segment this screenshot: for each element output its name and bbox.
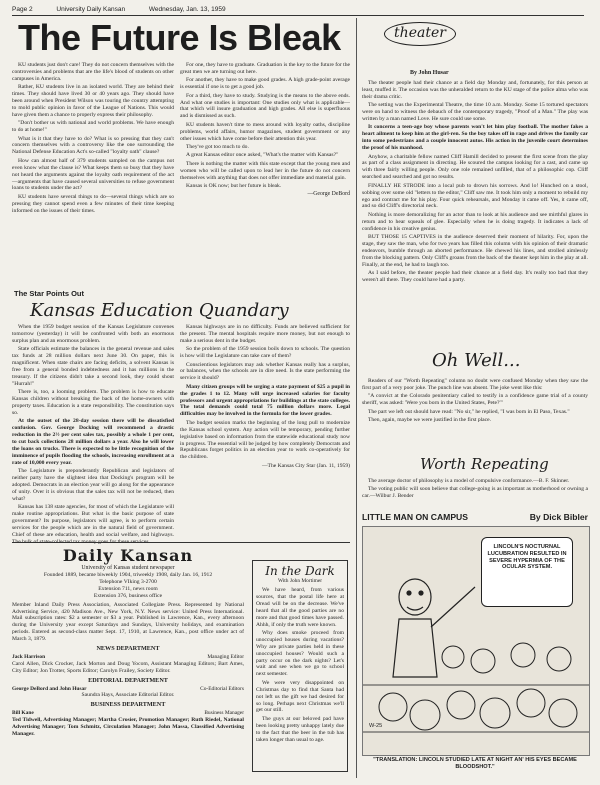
staff-role: Managing Editor [207,654,244,661]
future-p: "Don't bother us with national and world problems. We have enough to do at home!" [12,120,174,134]
quandary-p: Kansas has 138 state agencies, for most of which the Legislature will make routine appropriations. But what is the basic purpose of state government? Its purpose, legislators will agree, is to perform certain services for the people which are in the natural field of government. Chief of these are education, health and social welfare, and highways. [12,504,174,538]
quandary-p: Many citizen groups will be urging a state payment of $25 a pupil in the grades 1 to 12. Many will urge increased salaries for faculty professors and urgent appropriations for buildings at the state colleges. The total demands could total 75 million dollars more. Legal difficulties may be involved in the formula for the lower grades. [180,383,350,418]
quandary-source: —The Kansas City Star (Jan. 11, 1959) [261,462,350,469]
star-points-heading: The Star Points Out [14,289,85,298]
quandary-p: The Legislature is preponderantly Republican and legislators of neither party have the slightest idea that Docking's program will be adopted. Democrats in an election year will go along for the appearance of unity. Over it is obvious that the sales tax will not be reduced, then what? [12,468,174,502]
editorial-dept-heading: EDITORIAL DEPARTMENT [88,676,168,684]
theater-p: FINALLY HE STRODE into a local pub to drown his sorrows. And lo! Hunched on a stool, sobbing over some old "letters to the editor," Cliff saw me. It took him only a moment to rebuild my ego and contract me for his play. Four quick rehearsals, and Monday it came off. Yes, it came off, and so did Cliff's directorial neck. [362,182,588,210]
staff-box [12,546,244,778]
phone-line: Telephone VIking 3-2700 [99,578,157,585]
cartoon-panel [362,526,590,756]
future-col-2 [180,62,350,267]
staff-role: Co-Editorial Editors [200,685,244,692]
quandary-col-1 [12,324,174,539]
column-rule [356,18,357,778]
ohwell-p: Readers of our "Worth Repeating" column no doubt were confused Monday when they saw the first part of a very poor joke. The punch line was absent. The joke went like this: [362,378,588,391]
page-number: Page 2 [12,6,33,13]
cartoon-drawing [363,527,589,755]
worth-column [362,478,588,508]
ohwell-column [362,378,588,452]
cartoon-caption: "TRANSLATION: LINCOLN STUDIED LATE AT NIGHT AN' HIS EYES BECAME BLOODSHOT." [373,757,577,770]
phone-line: Extension 711, news room [98,585,158,592]
theater-p: BUT THOSE 15 CAPTIVES in the audience deserved their moment of hilarity. For, upon the stage, they saw the man, who for two years has filled this column with his opinion of their dramatic endeavors, bumble through an aborted performance. He chewed his lines, and strolled aimlessly from the blocking pattern. Only Cliff's groans from the back of the theater kept him in the play at all. Finally, at the end, he had to laugh too. [362,234,588,268]
dark-p: Why does smoke proceed from unoccupied houses during vacations? Why are private parties held in these unoccupied houses? Would such a party occur on the dark nights? Let's wait and see when we go to school next semester. [256,629,344,678]
future-byline: —George DeBord [307,191,350,198]
staff-line: Carol Allen, Dick Crocker, Jack Morton and Doug Yocom, Assistant Managing Editors; Bart Ames, City Editor; Jon Trotter, Sports Editor; Carolyn Frailey, Society Editor. [12,660,244,674]
cartoon-header [362,512,588,522]
quandary-p: State officials estimate the balances in the general revenue and sales tax funds at 28 million dollars next June 30. On paper, this is magnificent. When state chairs are facing deficits, a solvent Kansas is free from a general bonded indebtedness and it has millions in the treasury. If the citizens didn't take a second look, they could shout "Hurrah!" [12,346,174,387]
future-title: The Future Is Bleak [18,17,341,58]
cartoon-title: LITTLE MAN ON CAMPUS [362,512,468,522]
dark-p: We have heard, from various sources, that the postal life here at Oread will be on the decrease. We've heard that all the good parties are no more and that good times have passed. Ahhh, if only the truth were known. [256,587,344,628]
quandary-p: So the problem of the 1959 session boils down to schools. The question is how will the Legislature can take care of them? [180,346,350,360]
future-p: How can almost half of 379 students sampled on the campus not even know what the clause is? What keeps them so busy that they have not heard the arguments against the loyalty oath requirement of the act—arguments that have caused several universities to refuse government loans to students under the act? [12,157,174,192]
quandary-p: The budget session marks the beginning of the long pull to modernize the Kansas school system. Any action will be temporary, pending further legislative based on information from the statewide educational study now in progress. The essential will be judged by how completely Democrats and Republicans forget politics in an election year to work co-operatively for the children. [180,419,350,461]
staff-line [12,710,244,717]
mid-rule [12,542,350,543]
future-col-1 [12,62,174,267]
dark-title: In the Dark [265,564,335,578]
worth-p: The average doctor of philosophy is a model of compulsive conformance.—B. F. Skinner. [368,478,570,484]
business-dept-heading: BUSINESS DEPARTMENT [90,701,166,709]
phone-line: Extension 376, business office [93,592,163,599]
theater-p: The theater people had their chance at a field day Monday and, fortunately, for this person at least, muffed it. The occasion was the unheralded return to the KU stage of the police alma who was their drama critic. [362,80,588,100]
staff-name: Jack Harrison [12,654,46,661]
theater-p: It concerns a teen-age boy whose parents won't let him play football. The mother fakes a heart ailment to keep him at the girl-ren. So the boy takes off in rage and drives the family car into some pedestrians and a couple innocent autos. His action in the juvenile court determines the proof of his manhood. [362,124,588,152]
future-p: For one, they have to graduate. Graduation is the key to the future for the great men we are turning out here. [180,62,350,75]
future-p: For a third, they have to study. Studying is the means to the above ends. And what one studies is important: One studies only what is applicable—that which will insure graduation and high grades. All else is superfluous and is dismissed as such. [180,92,350,120]
theater-p: As I said before, the theater people had their chance at a field day. It's really too bad that they weren't all there. They could have had a party. [362,270,588,283]
ohwell-title: Oh Well... [432,350,521,371]
staff-line [12,654,244,661]
theater-logo [384,22,456,46]
staff-line: Ted Tidwell, Advertising Manager; Martha Crosier, Promotion Manager; Ruth Riedel, National Advertising Manager; Tom Schmitz, Circulation Manager; John Massa, Classified Advertising Manager. [12,717,244,737]
ohwell-p: The part we left out should have read: "No sir," he replied, "I was born in El Paso, Texas." [368,408,570,415]
future-p: They've got too much to do. [186,143,249,150]
student-heads [379,643,577,730]
future-p: KU students have several things to do—several things which are so pressing they cannot spend even a few minutes of their time keeping informed on the issues of their times. [12,193,174,214]
staff-line [12,686,244,693]
dark-text [256,587,344,767]
future-p: Rather, KU students live in an isolated world. They are behind their times. They should have lived 30 or 40 years ago. They should have been around when President Wilson was touring the country attempting to mold public opinion in favor of the League of Nations. This would have given them a chance to properly express their philosophy. [12,84,174,118]
quandary-title: Kansas Education Quandary [30,300,289,321]
worth-title: Worth Repeating [420,455,549,473]
membership-text: Member Inland Daily Press Association, Associated Collegiate Press. Represented by National Advertising Service, 420 Madison Ave., New York, N.Y. News service: United Press International. Mail subscription rates: $2 a semester or $3 a year. Published in Lawrence, Kan., every afternoon during the University year except Saturdays and Sundays, University holidays, and examination periods. Entered as second-class matter Sept. 17, 1910, at Lawrence, Kan., post office under act of March 3, 1879. [12,601,244,643]
theater-p: Nothing is more demoralizing for an actor than to look at his audience and see mirthful glares in return and to hear squeals of glee. Especially when he is doing tragedy. It indicates a lack of confidence in his creative genius. [362,211,588,232]
cartoon-tag: W-25 [369,723,383,729]
ohwell-p: Then, again, maybe we were justified in the first place. [368,417,492,424]
quandary-col-2 [180,324,350,539]
tagline: University of Kansas student newspaper [81,565,175,571]
dark-p: The guys at our beloved pad have been looking pretty unhappy lately due to the fact that the beer in the tub has taken longer than usual to age. [256,715,344,743]
cartoon-sign-text: LINCOLN'S NOCTURNAL LUCUBRATION RESULTED IN SEVERE HYPERMIA OF THE OCULAR SYSTEM. [487,544,567,571]
quandary-p: At the outset of the 28-day session there will be dissatisfied confusion. Gov. George Docking will recommend a drastic reduction in the 2½ per cent sales tax, possibly a whole 1 per cent, to cut back collections 28 million dollars a year. Also he will lower the loans on trucks. There is expected to be little recognition of the imminence of pupils flooding the schools, increasing enrollment at a rate of 10,000 every year. [12,418,174,466]
quandary-p: Conscientious legislators may ask whether Kansas really has a surplus, or balances, when the schools are in dire need. Is the state performing the service it should? [180,361,350,382]
dark-p: We were very disappointed on Christmas day to find that Santa had not left us the gift we had desired for so long. Perhaps next Christmas we'll get our still. [256,679,344,714]
theater-byline: By John Husar [410,70,449,76]
cartoon-author: By Dick Bibler [529,512,588,522]
theater-p: The setting was the Experimental Theatre, the time 10 a.m. Monday. Some 15 tortured spectators were on hand to witness the debauch of the contemporary tragedy, "Proof of a Man." The play was written by a man named Love. He sure could use some. [362,102,588,123]
ohwell-p: "A convict at the Colorado penitentiary called to testify in a confidence game trial of a county sheriff, was asked: 'Were you born in the United States, Pete?'" [362,393,588,407]
issue-date: Wednesday, Jan. 13, 1959 [148,6,226,13]
staff-role: Business Manager [204,710,244,717]
staff-name: Bill Kane [12,710,34,717]
future-p: What is it that they have to do? What is so pressing that they can't concern themselves with a controversy like the one surrounding the National Defense Education Act's so-called "loyalty oath" clause? [12,135,174,156]
quandary-p: Kansas highways are in no difficulty. Funds are believed sufficient for the present. The mental hospitals require more money, but not enough to make a serious dent in the budget. [180,324,350,344]
quandary-p: There is, too, a looming problem. The problem is how to educate Kansas children without breaking the back of the home-owners with property taxes. Education is a state responsibility. The constitution says so. [12,389,174,416]
theater-title: theater [394,25,446,41]
future-p: Kansas is OK now; but her future is bleak. [186,183,282,189]
quandary-p: When the 1959 budget session of the Kansas Legislature convenes tomorrow (yesterday) it will be confronted with both an enormous surplus plan and an enormous problem. [12,324,174,344]
header-rule [12,15,584,16]
future-p: KU students just don't care! They do not concern themselves with the controversies and problems that are the life's blood of students on other campuses in America. [12,62,174,82]
staff-line: Saundra Hays, Associate Editorial Editor. [81,692,175,699]
future-p: KU students haven't time to mess around with loyalty oaths, discipline problems, world affairs, humor magazines, student government or any other issues which have come before their attention this year. [180,121,350,142]
page-header [12,6,584,13]
worth-p: The voting public will soon believe that college-going is as important as motherhood or owning a car.—Wilbur J. Bender [362,486,588,500]
theater-p: Anyhow, a charitable fellow named Cliff Hamill decided to present the first scene from the play as part of a class assignment in directing. He scoured the campus looking for a cast, and came up with three fairly willing people. Only one role remained unfilled, that of a philosophic cop. Cliff searched and searched and got no results. [362,153,588,181]
paper-name: University Daily Kansan [56,6,126,13]
theater-column [362,80,588,332]
news-dept-heading: NEWS DEPARTMENT [96,645,160,653]
future-p: There is nothing the matter with this state except that the young men and women who will be called upon to lead her in the future do not concern themselves with anything that does not offer immediate and material gain. [180,160,350,181]
future-p: A great Kansas editor once asked, "What's the matter with Kansas?" [186,152,339,159]
founded-line: Founded 1889, became biweekly 1904, triweekly 1908, daily Jan. 16, 1912 [43,572,213,578]
in-the-dark-box [252,560,348,772]
future-p: For another, they have to make good grades. A high grade-point average is essential if one is to get a good job. [180,77,350,91]
staff-name: George DeBord and John Husar [12,685,87,692]
masthead: Daily Kansan [62,546,194,565]
dark-byline: With John Mortimer [277,578,323,584]
